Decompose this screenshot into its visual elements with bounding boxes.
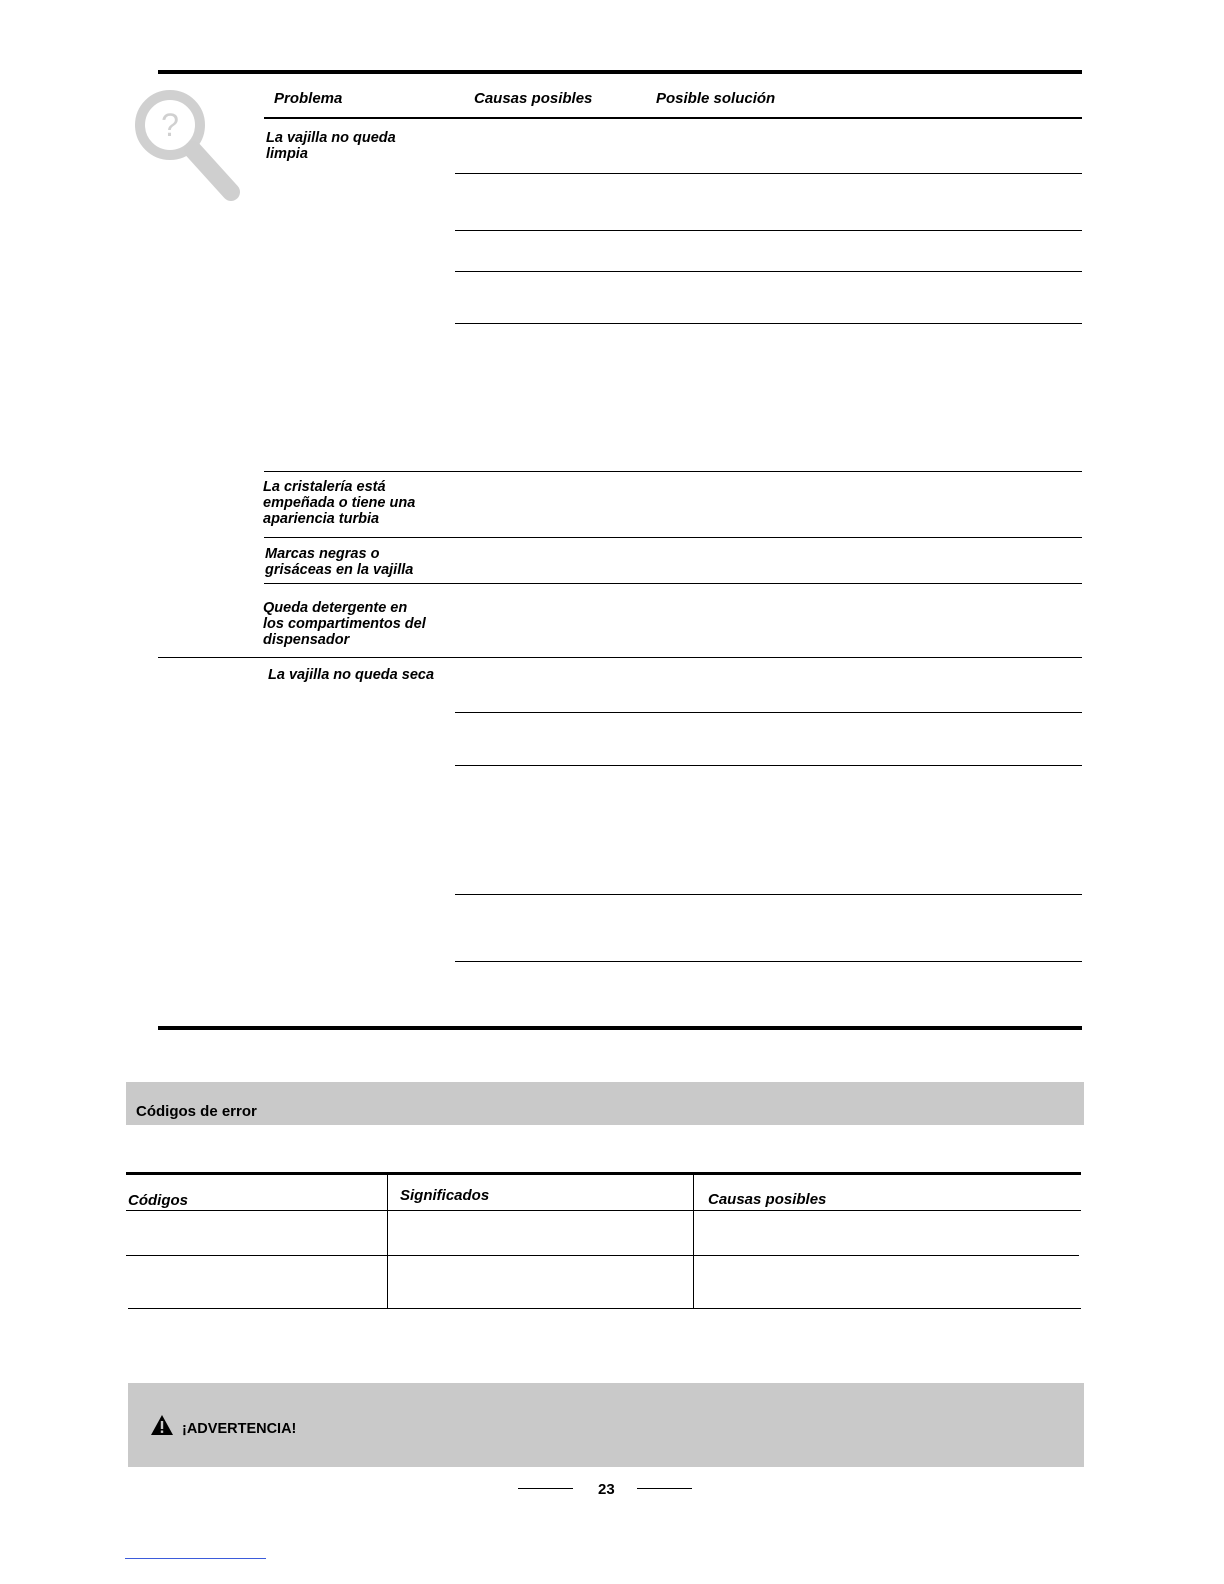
header-rule	[264, 117, 1082, 119]
error-codes-banner	[126, 1082, 1084, 1125]
problem-divider	[264, 583, 1082, 584]
header-solution: Posible solución	[656, 90, 776, 107]
header-codes: Códigos	[128, 1192, 188, 1209]
header-problem: Problema	[274, 90, 343, 107]
header-meanings: Significados	[400, 1187, 490, 1204]
problem-detergent-left: Queda detergente en los compartimentos del dispensador	[263, 600, 426, 648]
table-bottom-rule	[158, 1026, 1082, 1030]
error-table-top-rule	[126, 1172, 1081, 1175]
cause-divider	[455, 271, 1082, 272]
cause-divider	[455, 961, 1082, 962]
cause-divider	[455, 712, 1082, 713]
header-error-causes: Causas posibles	[708, 1191, 827, 1208]
problem-divider	[264, 471, 1082, 472]
error-table-row-rule	[126, 1255, 1079, 1256]
svg-text:?: ?	[161, 107, 179, 143]
error-table-bottom-rule	[128, 1308, 1081, 1309]
cause-divider	[455, 230, 1082, 231]
header-causes: Causas posibles	[474, 90, 593, 107]
table-top-rule	[158, 70, 1082, 74]
cause-divider	[455, 765, 1082, 766]
problem-cloudy-glassware: La cristalería está empeñada o tiene una apariencia turbia	[263, 479, 416, 527]
page-number-rule-right	[637, 1488, 692, 1489]
cause-divider	[455, 894, 1082, 895]
cause-divider	[455, 173, 1082, 174]
section-divider	[158, 657, 1082, 658]
magnifier-question-icon	[133, 88, 243, 203]
problem-black-marks: Marcas negras o grisáceas en la vajilla	[265, 546, 414, 578]
warning-label: ¡ADVERTENCIA!	[182, 1421, 297, 1437]
problem-dishes-not-clean: La vajilla no queda limpia	[266, 130, 396, 162]
error-table-header-rule	[126, 1210, 1081, 1211]
error-table-col-divider	[693, 1175, 694, 1308]
page-number: 23	[598, 1481, 615, 1498]
warning-triangle-icon	[150, 1414, 174, 1436]
error-codes-title: Códigos de error	[136, 1103, 257, 1120]
page-number-rule-left	[518, 1488, 573, 1489]
cause-divider	[455, 323, 1082, 324]
error-table-col-divider	[387, 1175, 388, 1308]
link-underline	[125, 1558, 266, 1559]
problem-divider	[264, 537, 1082, 538]
problem-dishes-not-dry: La vajilla no queda seca	[268, 667, 435, 683]
